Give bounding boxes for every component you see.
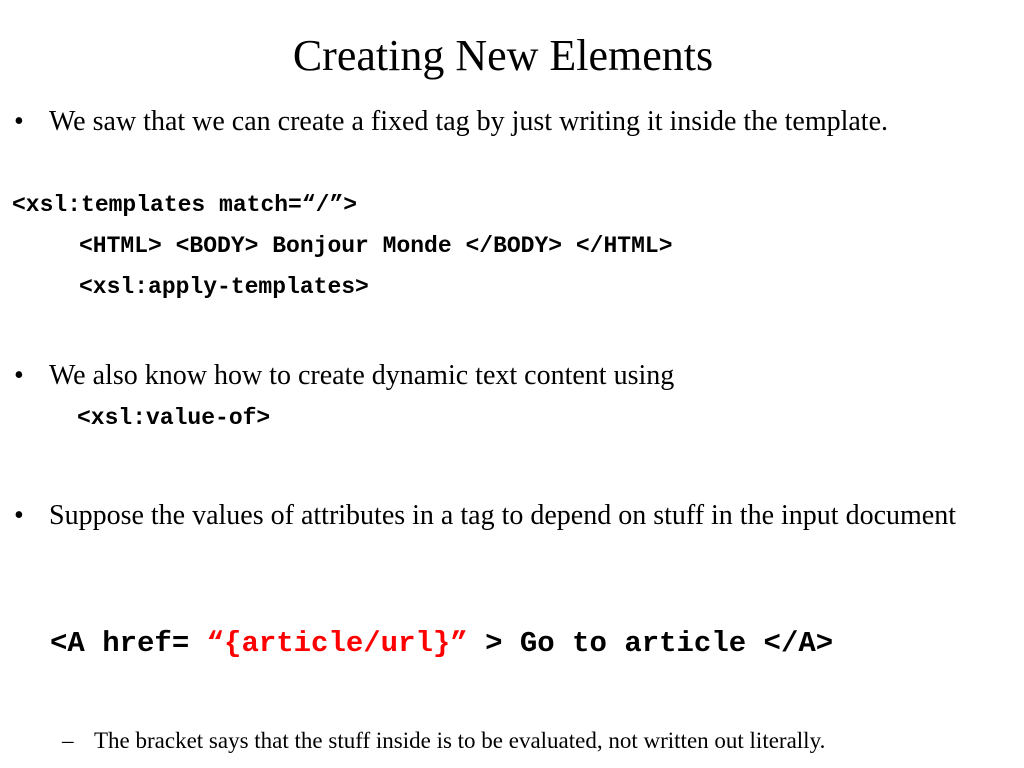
bullet-marker: • xyxy=(14,500,24,531)
code-html-line: <HTML> <BODY> Bonjour Monde </BODY> </HTML> xyxy=(79,233,673,259)
code-anchor-expression: “{article/url}” xyxy=(206,627,468,660)
sub-bullet-text: The bracket says that the stuff inside is to be evaluated, not written out literally. xyxy=(94,728,826,753)
bullet-dynamic-text xyxy=(14,356,1014,395)
code-template-open: <xsl:templates match=“/”> xyxy=(12,192,358,218)
bullet-marker: • xyxy=(14,360,24,391)
bullet-attributes xyxy=(14,496,1014,535)
bullet-marker: • xyxy=(14,106,24,137)
code-anchor-example xyxy=(50,625,833,663)
bullet-fixed-tag xyxy=(14,102,1014,141)
sub-bullet-marker: – xyxy=(62,728,74,753)
bullet-text: We saw that we can create a fixed tag by just writing it inside the template. xyxy=(49,106,889,137)
slide-title: Creating New Elements xyxy=(292,31,714,80)
code-value-of: <xsl:value-of> xyxy=(77,405,271,431)
code-apply-templates: <xsl:apply-templates> xyxy=(79,274,369,300)
code-anchor-suffix: > Go to article </A> xyxy=(467,627,834,660)
bullet-text: We also know how to create dynamic text content using xyxy=(49,360,675,391)
code-anchor-prefix: <A href= xyxy=(50,627,207,660)
bullet-text: Suppose the values of attributes in a tag to depend on stuff in the input document xyxy=(49,500,956,531)
sub-bullet-bracket xyxy=(62,726,1022,756)
